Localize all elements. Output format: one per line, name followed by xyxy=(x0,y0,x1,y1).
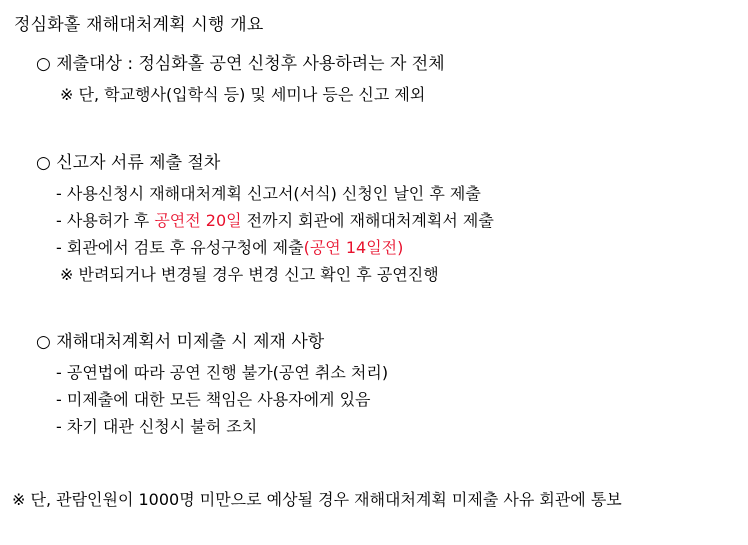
section-submission-target xyxy=(0,56,748,103)
item-text-pre: - 회관에서 검토 후 유성구청에 제출 xyxy=(56,238,304,257)
item-text-highlight: (공연 14일전) xyxy=(303,238,404,257)
section-item: - 미제출에 대한 모든 책임은 사용자에게 있음 xyxy=(56,390,371,409)
footnote-block xyxy=(0,492,748,508)
section-heading: ○ 신고자 서류 제출 절차 xyxy=(36,153,221,173)
section-item: ※ 단, 학교행사(입학식 등) 및 세미나 등은 신고 제외 xyxy=(60,85,426,104)
section-item: - 사용신청시 재해대처계획 신고서(서식) 신청인 날인 후 제출 xyxy=(56,184,481,203)
section-heading: ○ 재해대처계획서 미제출 시 제재 사항 xyxy=(36,332,325,352)
item-text-highlight: 공연전 20일 xyxy=(154,211,242,230)
section-item: ※ 반려되거나 변경될 경우 변경 신고 확인 후 공연진행 xyxy=(60,265,439,284)
item-text-pre: - 사용허가 후 xyxy=(56,211,155,230)
item-text-post: 전까지 회관에 재해대처계획서 제출 xyxy=(241,211,494,230)
section-item: - 차기 대관 신청시 불허 조치 xyxy=(56,417,258,436)
section-item xyxy=(0,240,748,256)
section-penalties xyxy=(0,334,748,435)
section-item xyxy=(0,213,748,229)
section-heading: ○ 제출대상 : 정심화홀 공연 신청후 사용하려는 자 전체 xyxy=(36,54,445,74)
section-item: - 공연법에 따라 공연 진행 불가(공연 취소 처리) xyxy=(56,363,389,382)
footnote: ※ 단, 관람인원이 1000명 미만으로 예상될 경우 재해대처계획 미제출 사유 회관에 통보 xyxy=(12,490,622,509)
page-title: 정심화홀 재해대처계획 시행 개요 xyxy=(14,15,264,35)
section-filing-procedure xyxy=(0,155,748,283)
